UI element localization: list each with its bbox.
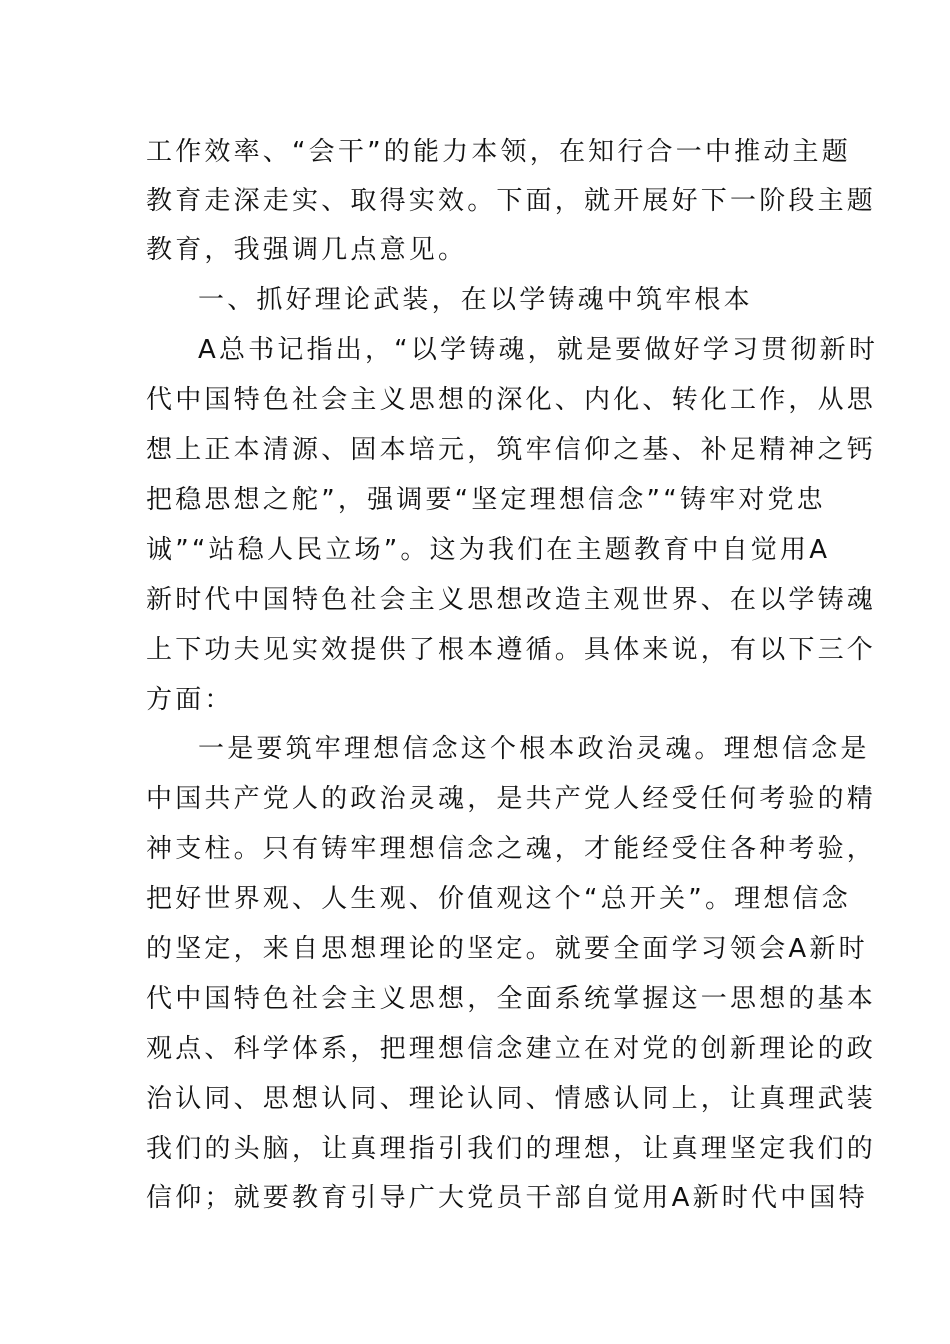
text-line: 上下功夫见实效提供了根本遵循。具体来说，有以下三个: [146, 635, 877, 665]
text-line: 信仰；就要教育引导广大党员干部自觉用A新时代中国特: [146, 1183, 868, 1213]
text-line: 代中国特色社会主义思想，全面系统掌握这一思想的基本: [146, 984, 877, 1014]
text-line: 的坚定，来自思想理论的坚定。就要全面学习领会A新时: [146, 934, 868, 964]
text-line: 治认同、思想认同、理论认同、情感认同上，让真理武装: [146, 1084, 877, 1114]
text-line: 代中国特色社会主义思想的深化、内化、转化工作，从思: [146, 385, 877, 415]
text-line: 中国共产党人的政治灵魂，是共产党人经受任何考验的精: [146, 784, 877, 814]
text-line: 神支柱。只有铸牢理想信念之魂，才能经受住各种考验，: [146, 834, 877, 864]
text-line: 新时代中国特色社会主义思想改造主观世界、在以学铸魂: [146, 585, 877, 615]
text-line: 观点、科学体系，把理想信念建立在对党的创新理论的政: [146, 1034, 877, 1064]
text-line: 我们的头脑，让真理指引我们的理想，让真理坚定我们的: [146, 1134, 877, 1164]
text-line: 工作效率、“会干”的能力本领，在知行合一中推动主题: [146, 137, 851, 167]
text-line: 诚”“站稳人民立场”。这为我们在主题教育中自觉用A: [146, 535, 831, 565]
text-line: 把稳思想之舵”，强调要“坚定理想信念”“铸牢对党忠: [146, 485, 826, 515]
text-line: 教育，我强调几点意见。: [146, 235, 468, 265]
text-line: 方面：: [146, 685, 234, 715]
text-line: A总书记指出，“以学铸魂，就是要做好学习贯彻新时: [198, 335, 879, 365]
text-line: 教育走深走实、取得实效。下面，就开展好下一阶段主题: [146, 186, 877, 216]
text-line: 把好世界观、人生观、价值观这个“总开关”。理想信念: [146, 884, 851, 914]
text-line: 一是要筑牢理想信念这个根本政治灵魂。理想信念是: [198, 734, 870, 764]
text-line: 想上正本清源、固本培元，筑牢信仰之基、补足精神之钙: [146, 435, 877, 465]
section-heading: 一、抓好理论武装，在以学铸魂中筑牢根本: [198, 285, 753, 315]
